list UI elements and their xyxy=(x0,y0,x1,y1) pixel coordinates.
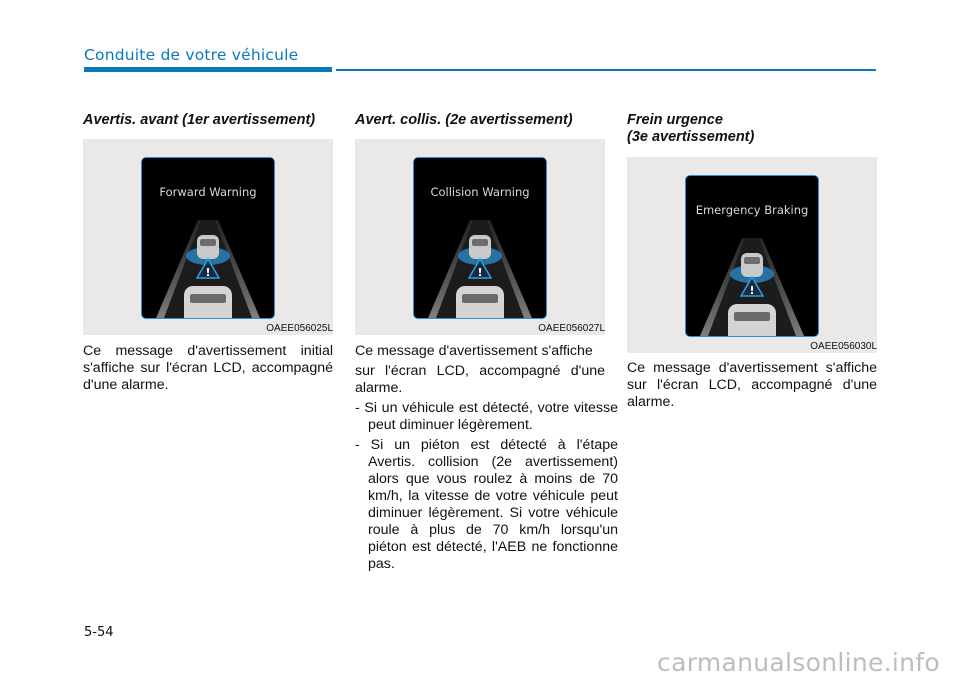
svg-text:!: ! xyxy=(749,284,755,297)
svg-text:!: ! xyxy=(477,266,483,279)
paragraph: Ce message d'avertissement s'affiche xyxy=(355,343,593,359)
figure-code: OAEE056027L xyxy=(538,323,605,334)
lcd-screen xyxy=(141,157,275,319)
road-scene-icon xyxy=(686,176,818,336)
watermark: carmanualsonline.info xyxy=(657,648,940,677)
figure-emergency-braking xyxy=(627,157,877,353)
lcd-screen xyxy=(413,157,547,319)
screen-label: Collision Warning xyxy=(430,185,530,199)
figure-forward-warning xyxy=(83,139,333,335)
bullet-item: - Si un piéton est détecté à l'étape Avertis. collision (2e avertissement) alors que vous roulez à moins de 70 km/h, la vitesse de votre véhicule peut diminuer légèrement. Si votre véhicule roule à plus de 70 km/h lorsqu'un piéton est détecté, l'AEB ne fonctionne pas. xyxy=(355,437,618,572)
paragraph: Ce message d'avertissement s'affiche sur l'écran LCD, accompagné d'une alarme. xyxy=(627,360,877,410)
page-number: 5-54 xyxy=(84,625,114,640)
heading-forward-warning: Avertis. avant (1er avertissement) xyxy=(83,112,316,128)
road-scene-icon xyxy=(414,158,546,318)
section-title: Conduite de votre véhicule xyxy=(84,46,299,64)
road-scene-icon xyxy=(142,158,274,318)
heading-collision-warning: Avert. collis. (2e avertissement) xyxy=(355,112,573,128)
screen-label: Emergency Braking xyxy=(695,203,809,217)
svg-text:!: ! xyxy=(205,266,211,279)
heading-line: Frein urgence xyxy=(627,112,723,128)
paragraph: Ce message d'avertissement initial s'affiche sur l'écran LCD, accompagné d'une alarme. xyxy=(83,343,333,393)
heading-line: (3e avertissement) xyxy=(627,129,755,145)
paragraph: sur l'écran LCD, accompagné d'une alarme. xyxy=(355,363,605,396)
heading-emergency-braking xyxy=(627,112,877,146)
figure-code: OAEE056030L xyxy=(810,341,877,352)
header-rule-thick xyxy=(84,67,332,72)
figure-code: OAEE056025L xyxy=(266,323,333,334)
lcd-screen xyxy=(685,175,819,337)
header-rule-thin xyxy=(336,69,876,71)
figure-collision-warning xyxy=(355,139,605,335)
screen-label: Forward Warning xyxy=(159,185,257,199)
bullet-item: - Si un véhicule est détecté, votre vitesse peut diminuer légèrement. xyxy=(355,400,618,433)
